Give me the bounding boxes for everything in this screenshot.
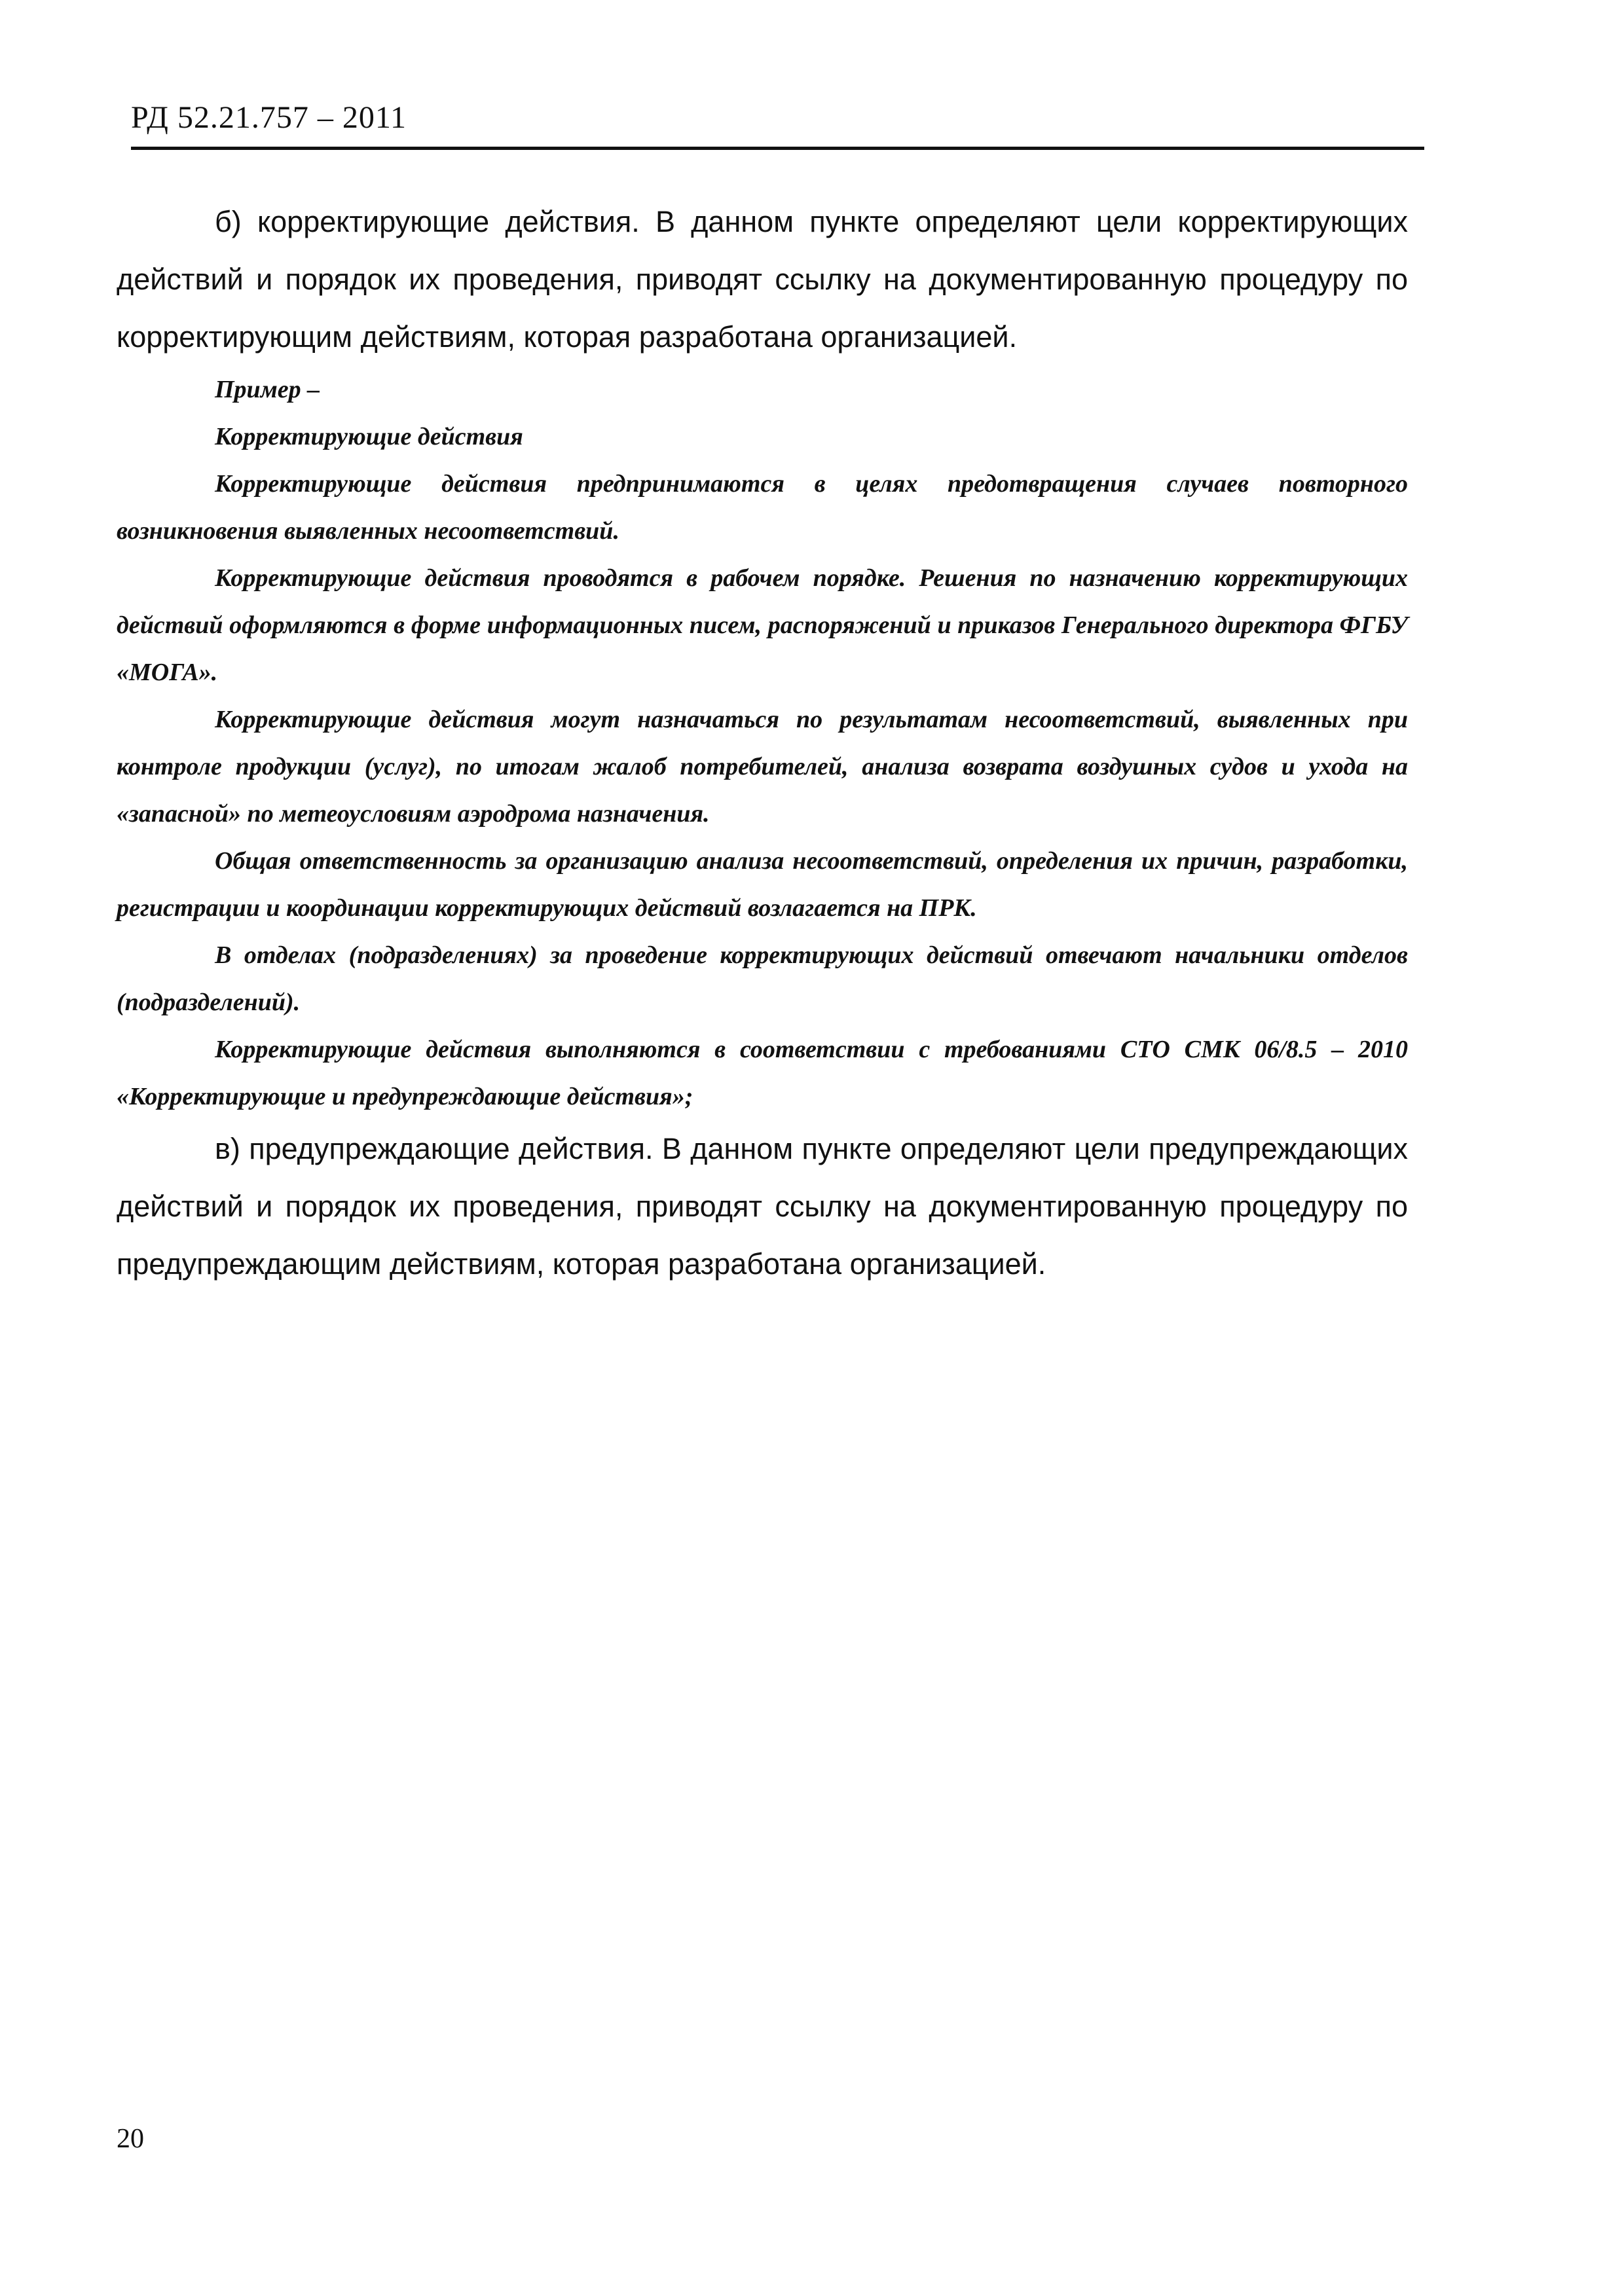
paragraph-preventive-actions: в) предупреждающие действия. В данном пункте определяют цели предупреждающих действий и порядок их проведения, приводят ссылку на документированную процедуру по предупреждающим действиям, которая разработана организацией. [117,1132,1408,1281]
example-paragraph: Корректирующие действия проводятся в рабочем порядке. Решения по назначению корректирующих действий оформляются в форме информационных писем, распоряжений и приказов Генерального директора ФГБУ «МОГА». [117,564,1408,686]
example-block [117,366,1408,1120]
example-paragraph: Корректирующие действия предпринимаются в целях предотвращения случаев повторного возникновения выявленных несоответствий. [117,470,1408,545]
example-label: Пример – [215,376,320,403]
page-number: 20 [117,2124,144,2154]
example-heading: Корректирующие действия [215,423,523,450]
example-paragraph: Общая ответственность за организацию анализа несоответствий, определения их причин, разработки, регистрации и координации корректирующих действий возлагается на ПРК. [117,847,1408,922]
paragraph-corrective-actions: б) корректирующие действия. В данном пункте определяют цели корректирующих действий и порядок их проведения, приводят ссылку на документированную процедуру по корректирующим действиям, которая разработана организацией. [117,205,1408,354]
page-content [117,193,1408,1293]
document-code: РД 52.21.757 – 2011 [131,100,407,135]
example-paragraph: Корректирующие действия могут назначаться по результатам несоответствий, выявленных при контроле продукции (услуг), по итогам жалоб потребителей, анализа возврата воздушных судов и ухода на «запасной» по метеоусловиям аэродрома назначения. [117,706,1408,828]
example-paragraph: Корректирующие действия выполняются в соответствии с требованиями СТО СМК 06/8.5 – 2010 «Корректирующие и предупреждающие действия»; [117,1036,1408,1110]
example-paragraph: В отделах (подразделениях) за проведение корректирующих действий отвечают начальники отделов (подразделений). [117,941,1408,1016]
header-divider [131,147,1424,150]
